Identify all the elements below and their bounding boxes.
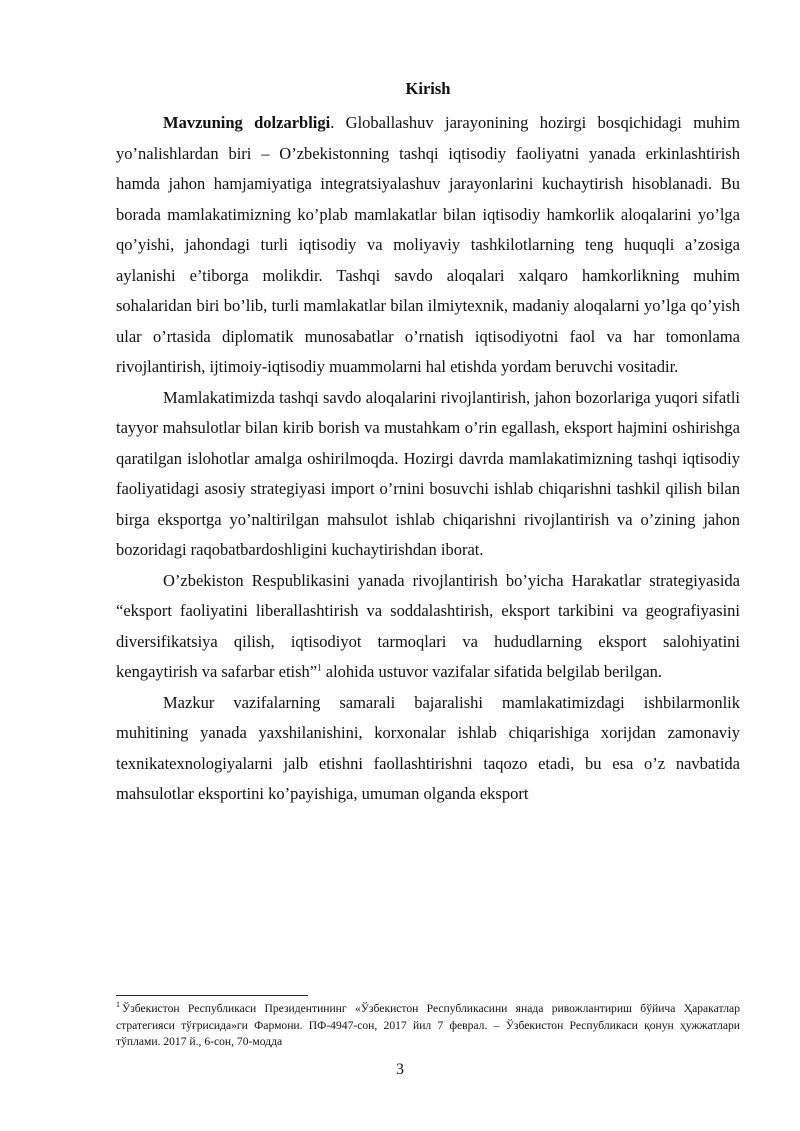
paragraph-text: Mazkur vazifalarning samarali bajaralishi mamlakatimizdagi ishbilarmonlik muhitining yanada yaxshilanishini, korxonalar ishlab chiqarishiga xorijdan zamonaviy texnikatexnologiyalarni jalb etishni faollashtirishni taqozo etadi, bu esa o’z navbatida mahsulotlar eksportini ko’payishiga, umuman olganda eksport (116, 692, 740, 803)
footnote-mark: 1 (116, 1000, 120, 1010)
paragraph-text: Mamlakatimizda tashqi savdo aloqalarini rivojlantirish, jahon bozorlariga yuqori sifatli tayyor mahsulotlar bilan kirib borish va mustahkam o’rin egallash, eksport hajmini oshirishga qaratilgan islohotlar amalga oshirilmoqda. Hozirgi davrda mamlakatimizning tashqi iqtisodiy faoliyatidagi asosiy strategiyasi import o’rnini bosuvchi ishlab chiqarishni tashkil qilish bilan birga eksportga yo’naltirilgan mahsulot ishlab chiqarishni rivojlantirish va o’zining jahon bozoridagi raqobatbardoshligini kuchaytirishdan iborat. (116, 387, 740, 559)
paragraph-text: O’zbekiston Respublikasini yanada rivojlantirish bo’yicha Harakatlar strategiyasida “eksport faoliyatini liberallashtirish va soddalashtirish, eksport tarkibini va geografiyasini diversifikatsiya qilish, iqtisodiyot tarmoqlari va hududlarning eksport salohiyatini kengaytirish va safarbar etish” (116, 570, 740, 681)
footnote (116, 1001, 740, 1051)
page-number: 3 (396, 1061, 404, 1078)
paragraph-lead-heading: Mavzuning dolzarbligi (163, 113, 331, 132)
paragraph-text-continued: alohida ustuvor vazifalar sifatida belgilab berilgan. (321, 662, 663, 681)
section-title: Kirish (405, 79, 451, 98)
footnote-separator (116, 995, 308, 996)
page-body (116, 74, 740, 810)
paragraph-action-strategy (116, 566, 740, 688)
paragraph-tasks (116, 688, 740, 810)
footnote-text: Ўзбекистон Республикаси Президентининг «Ўзбекистон Республикасини янада ривожлантириш бўйича Ҳаракатлар стратегияси тўғрисида»ги Фармони. ПФ-4947-сон, 2017 йил 7 феврал. – Ўзбекистон Республикаси қонун ҳужжатлари тўплами. 2017 й., 6-сон, 70-модда (116, 1002, 740, 1048)
paragraph-relevance (116, 108, 740, 383)
paragraph-trade-development (116, 383, 740, 566)
paragraph-text: . Globallashuv jarayonining hozirgi bosqichidagi muhim yo’nalishlardan biri – O’zbekistonning tashqi iqtisodiy faoliyatni yanada erkinlashtirish hamda jahon hamjamiyatiga integratsiyalashuv jarayonlarini kuchaytirish hisoblanadi. Bu borada mamlakatimizning ko’plab mamlakatlar bilan iqtisodiy hamkorlik aloqalarini yo’lga qo’yishi, jahondagi turli iqtisodiy va moliyaviy tashkilotlarning teng huquqli a’zosiga aylanishi e’tiborga molikdir. Tashqi savdo aloqalari xalqaro hamkorlikning muhim sohalaridan biri bo’lib, turli mamlakatlar bilan ilmiytexnik, madaniy aloqalarni yo’lga qo’yish ular o’rtasida diplomatik munosabatlar o’rnatish iqtisodiyotni faol va har tomonlama rivojlantirish, ijtimoiy-iqtisodiy muammolarni hal etishda yordam beruvchi vositadir. (116, 113, 740, 376)
footnote-reference[interactable]: 1 (317, 662, 322, 673)
